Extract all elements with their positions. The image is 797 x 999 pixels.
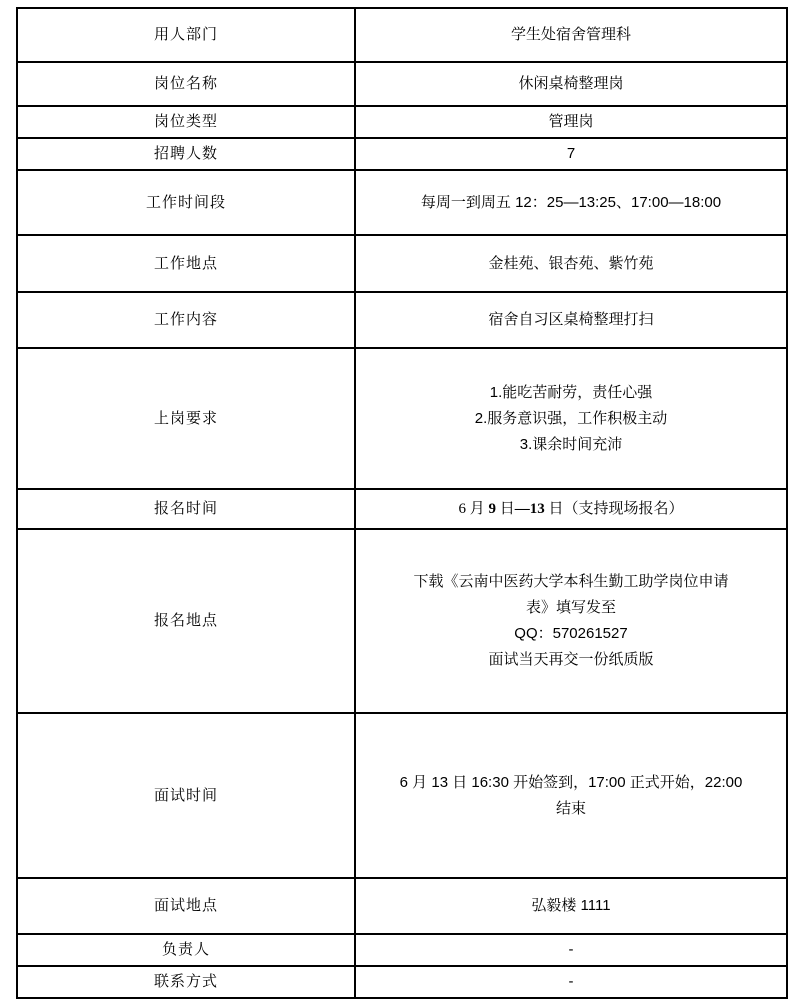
interview-time-line-2: 结束 [555, 799, 586, 817]
label-work-location: 工作地点 [17, 235, 355, 292]
value-interview-place: 弘毅楼 1111 [355, 878, 787, 934]
requirement-line-2: 2.服务意识强，工作积极主动 [474, 409, 668, 427]
value-registration-time [355, 489, 787, 529]
registration-time-part-bold: 13 [529, 501, 545, 517]
table-row-department [17, 8, 787, 62]
label-headcount: 招聘人数 [17, 138, 355, 170]
registration-time-part: 日 [495, 501, 515, 517]
table-row-work-content [17, 292, 787, 348]
table-row-registration-time [17, 489, 787, 529]
registration-place-line-3: QQ：570261527 [514, 625, 628, 642]
table-row-work-hours [17, 170, 787, 235]
label-interview-place: 面试地点 [17, 878, 355, 934]
value-contact: - [355, 966, 787, 998]
value-interview-time [355, 713, 787, 878]
registration-place-line-1: 下载《云南中医药大学本科生勤工助学岗位申请 [413, 573, 729, 590]
value-headcount: 7 [355, 138, 787, 170]
requirement-line-3: 3.课余时间充沛 [519, 435, 623, 453]
label-work-content: 工作内容 [17, 292, 355, 348]
label-interview-time: 面试时间 [17, 713, 355, 878]
table-row-position-name [17, 62, 787, 106]
table-row-interview-place [17, 878, 787, 934]
label-work-hours: 工作时间段 [17, 170, 355, 235]
registration-time-part-bold: 9 [488, 501, 496, 517]
registration-place-line-4: 面试当天再交一份纸质版 [488, 651, 654, 668]
registration-place-line-2: 表》填写发至 [525, 599, 616, 616]
value-work-content: 宿舍自习区桌椅整理打扫 [355, 292, 787, 348]
table-row-headcount [17, 138, 787, 170]
table-row-registration-place [17, 529, 787, 713]
label-position-type: 岗位类型 [17, 106, 355, 138]
label-person-in-charge: 负责人 [17, 934, 355, 966]
job-posting-table [16, 7, 788, 999]
label-registration-place: 报名地点 [17, 529, 355, 713]
value-work-hours: 每周一到周五 12：25—13:25、17:00—18:00 [355, 170, 787, 235]
table-row-person-in-charge [17, 934, 787, 966]
registration-time-part: 日（支持现场报名） [544, 501, 684, 517]
value-department: 学生处宿舍管理科 [355, 8, 787, 62]
table-row-interview-time [17, 713, 787, 878]
value-registration-place [355, 529, 787, 713]
table-row-position-type [17, 106, 787, 138]
label-department: 用人部门 [17, 8, 355, 62]
value-position-name: 休闲桌椅整理岗 [355, 62, 787, 106]
registration-time-part: 6 月 [458, 501, 489, 517]
registration-time-part-bold: — [514, 501, 530, 517]
value-requirements [355, 348, 787, 489]
label-position-name: 岗位名称 [17, 62, 355, 106]
value-position-type: 管理岗 [355, 106, 787, 138]
value-work-location: 金桂苑、银杏苑、紫竹苑 [355, 235, 787, 292]
table-row-contact [17, 966, 787, 998]
label-registration-time: 报名时间 [17, 489, 355, 529]
value-person-in-charge: - [355, 934, 787, 966]
label-requirements: 上岗要求 [17, 348, 355, 489]
table-row-requirements [17, 348, 787, 489]
interview-time-line-1: 6 月 13 日 16:30 开始签到，17:00 正式开始，22:00 [399, 773, 743, 791]
requirement-line-1: 1.能吃苦耐劳，责任心强 [489, 383, 653, 401]
label-contact: 联系方式 [17, 966, 355, 998]
table-row-work-location [17, 235, 787, 292]
